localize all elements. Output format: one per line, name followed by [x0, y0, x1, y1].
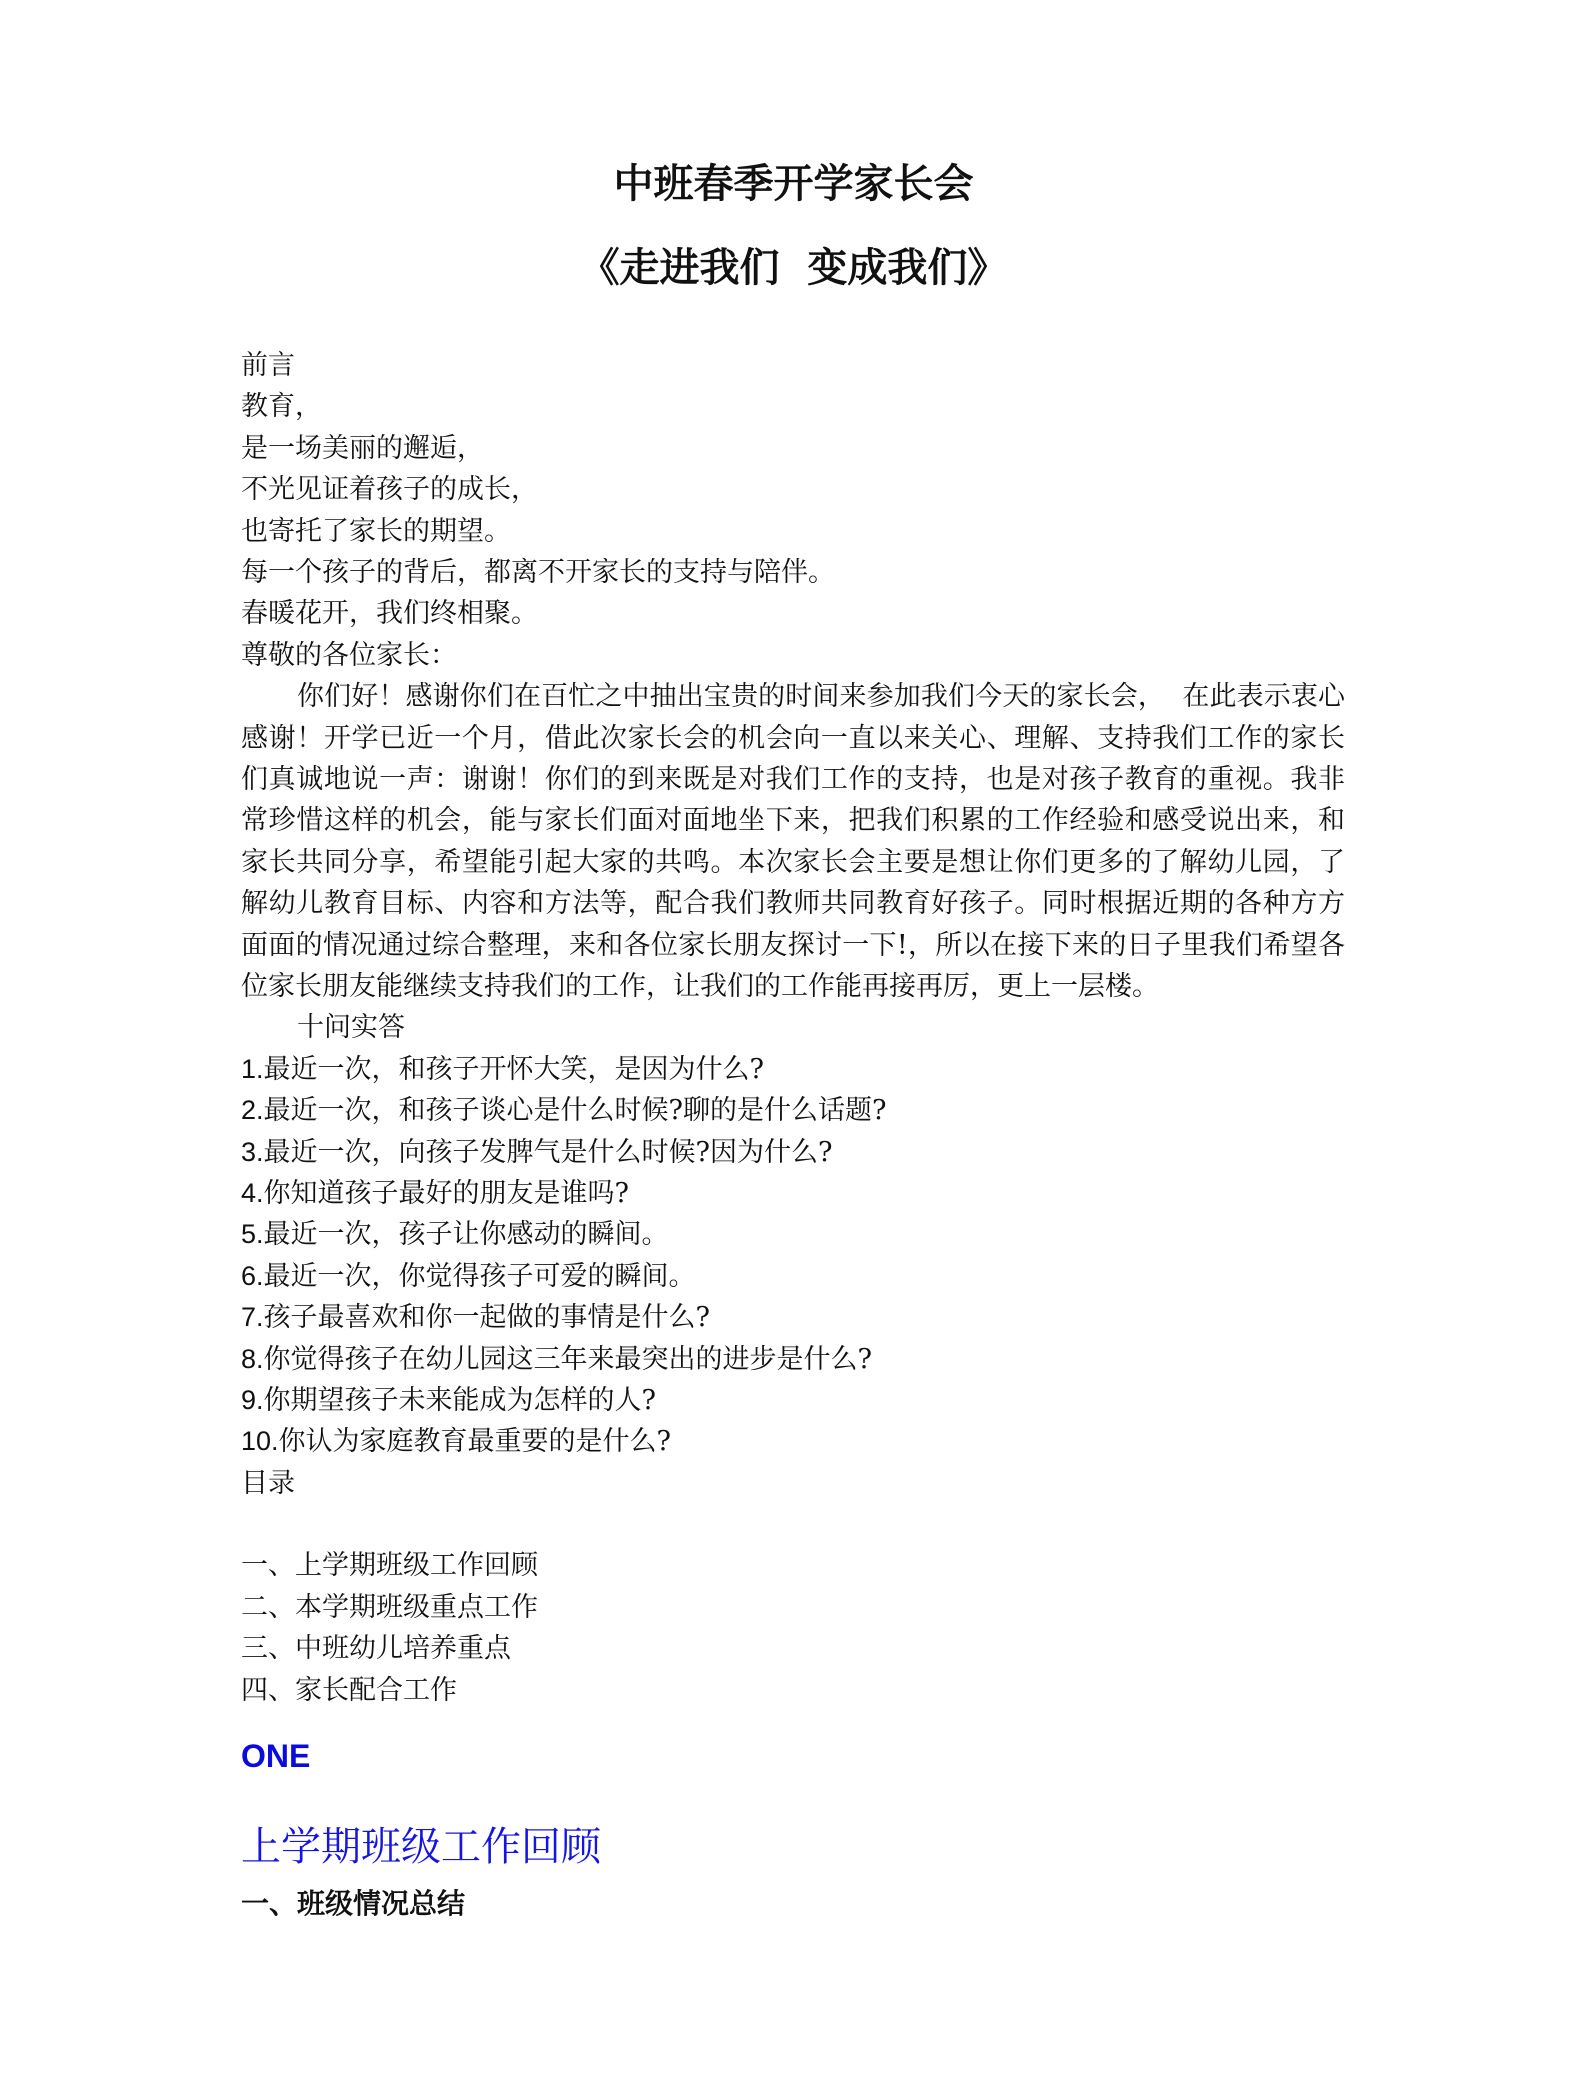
question-number: 5.: [241, 1219, 264, 1250]
question-number: 8.: [241, 1343, 264, 1374]
question-number: 7.: [241, 1302, 264, 1333]
question-list: [241, 1049, 1345, 1463]
question-item: [241, 1297, 1345, 1338]
question-number: 1.: [241, 1053, 264, 1084]
question-text: 最近一次，孩子让你感动的瞬间。: [263, 1219, 669, 1251]
preface-line: 教育，: [241, 391, 322, 423]
question-item: [241, 1173, 1345, 1214]
question-text: 你期望孩子未来能成为怎样的人?: [263, 1384, 657, 1416]
question-item: [241, 1049, 1345, 1090]
toc-item: 三、中班幼儿培养重点: [241, 1633, 511, 1665]
question-item: [241, 1090, 1345, 1131]
question-item: [241, 1421, 1345, 1462]
toc-item: 四、家长配合工作: [241, 1674, 457, 1706]
document-body: [241, 345, 1345, 1711]
question-text: 你认为家庭教育最重要的是什么?: [278, 1426, 672, 1458]
question-item: [241, 1380, 1345, 1421]
document-title: 中班春季开学家长会: [613, 160, 974, 207]
section-heading: 上学期班级工作回顾: [241, 1824, 601, 1870]
toc-item: 二、本学期班级重点工作: [241, 1591, 538, 1623]
question-item: [241, 1214, 1345, 1255]
question-number: 10.: [241, 1426, 279, 1457]
question-text: 最近一次，和孩子谈心是什么时候?聊的是什么话题?: [263, 1095, 887, 1127]
welcome-paragraph: 你们好！感谢你们在百忙之中抽出宝贵的时间来参加我们今天的家长会， 在此表示衷心感谢！开学已近一个月，借此次家长会的机会向一直以来关心、理解、支持我们工作的家长们真诚地说一声：谢谢！你们的到来既是对我们工作的支持，也是对孩子教育的重视。我非常珍惜这样的机会，能与家长们面对面地坐下来，把我们积累的工作经验和感受说出来，和家长共同分享，希望能引起大家的共鸣。本次家长会主要是想让你们更多的了解幼儿园，了解幼儿教育目标、内容和方法等，配合我们教师共同教育好孩子。同时根据近期的各种方方面面的情况通过综合整理，来和各位家长朋友探讨一下!，所以在接下来的日子里我们希望各位家长朋友能继续支持我们的工作，让我们的工作能再接再厉，更上一层楼。: [241, 681, 1345, 1002]
question-item: [241, 1256, 1345, 1297]
greeting: 尊敬的各位家长：: [241, 639, 457, 671]
toc-item: 一、上学期班级工作回顾: [241, 1550, 538, 1582]
preface-line: 每一个孩子的背后，都离不开家长的支持与陪伴。: [241, 556, 835, 588]
question-number: 3.: [241, 1136, 264, 1167]
question-text: 最近一次，向孩子发脾气是什么时候?因为什么?: [263, 1136, 833, 1168]
question-text: 孩子最喜欢和你一起做的事情是什么?: [263, 1302, 711, 1334]
toc-heading: 目录: [241, 1467, 295, 1499]
question-number: 2.: [241, 1095, 264, 1126]
question-text: 最近一次，你觉得孩子可爱的瞬间。: [263, 1260, 696, 1292]
question-text: 你觉得孩子在幼儿园这三年来最突出的进步是什么?: [263, 1343, 873, 1375]
document-subtitle: 《走进我们 变成我们》: [579, 244, 1008, 291]
question-item: [241, 1339, 1345, 1380]
preface-line: 是一场美丽的邂逅，: [241, 432, 484, 464]
qa-heading: 十问实答: [297, 1012, 405, 1044]
question-text: 最近一次，和孩子开怀大笑，是因为什么?: [263, 1053, 765, 1085]
question-number: 4.: [241, 1177, 264, 1208]
question-number: 9.: [241, 1384, 264, 1415]
preface-line: 不光见证着孩子的成长，: [241, 474, 538, 506]
preface-heading: 前言: [241, 350, 295, 381]
question-item: [241, 1132, 1345, 1173]
question-number: 6.: [241, 1260, 264, 1291]
preface-line: 也寄托了家长的期望。: [241, 515, 511, 547]
question-text: 你知道孩子最好的朋友是谁吗?: [263, 1177, 630, 1209]
section-label: ONE: [241, 1738, 311, 1774]
preface-line: 春暖花开，我们终相聚。: [241, 598, 538, 630]
section-subheading: 一、班级情况总结: [241, 1887, 466, 1920]
